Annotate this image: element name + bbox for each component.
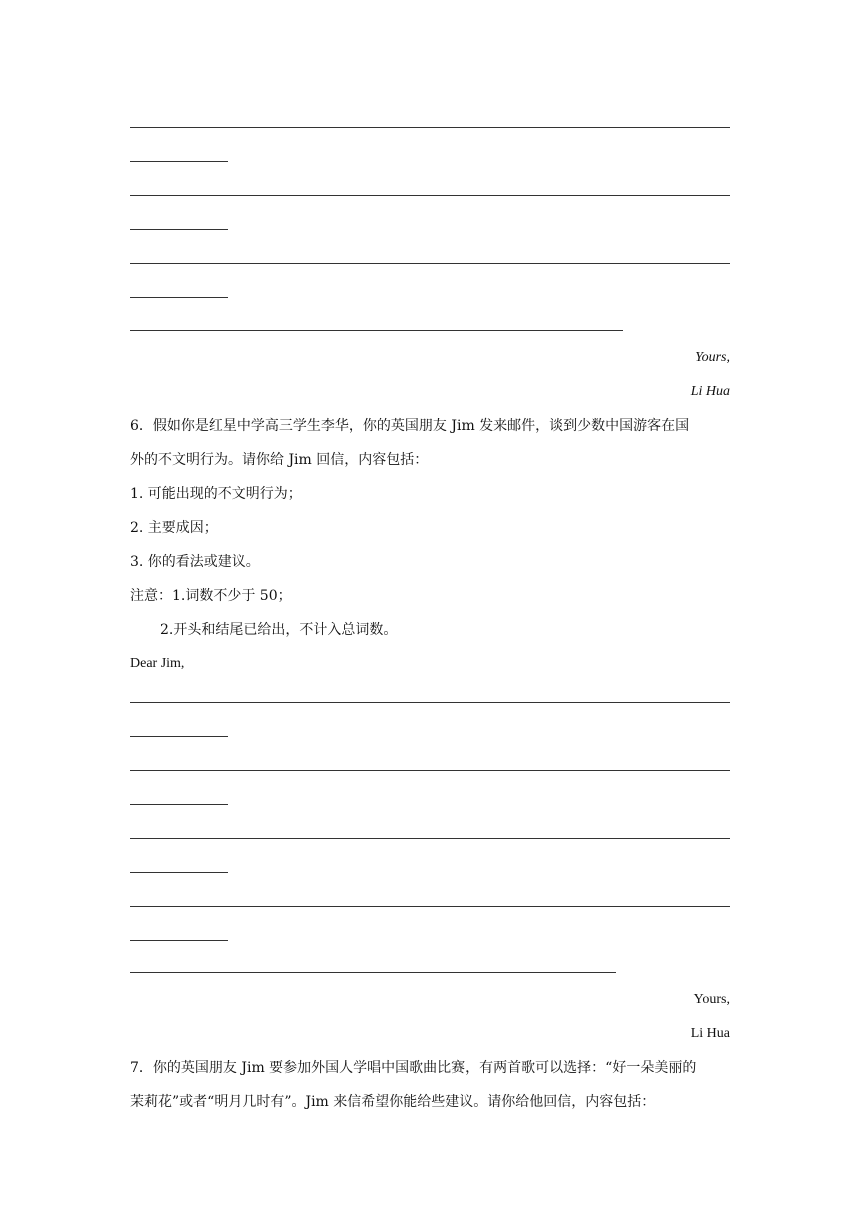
question7-prompt-line1: 7．你的英国朋友 Jim 要参加外国人学唱中国歌曲比赛，有两首歌可以选择：“好一朵美丽的 [130,1060,697,1076]
answer-line-last [130,330,623,331]
answer-line [130,770,730,771]
answer-line [130,127,730,128]
answer-line-last [130,972,616,973]
question6-point-2: 2. 主要成因； [130,520,218,536]
question6-prompt-line1: 6．假如你是红星中学高三学生李华，你的英国朋友 Jim 发来邮件，谈到少数中国游客在国 [130,418,690,434]
question6-prompt-line2: 外的不文明行为。请你给 Jim 回信，内容包括： [130,452,429,468]
answer-line [130,702,730,703]
question6-salutation: Dear Jim, [130,656,185,671]
question6-note-2: 2.开头和结尾已给出，不计入总词数。 [160,622,398,638]
answer-line-short [130,940,228,941]
answer-line-short [130,872,228,873]
answer-line [130,263,730,264]
question6-point-3: 3. 你的看法或建议。 [130,554,260,570]
question6-note-1: 注意：1.词数不少于 50； [130,588,292,604]
answer-line-short [130,736,228,737]
question6-signature: Li Hua [690,1026,730,1041]
question6-closing: Yours, [693,992,730,1007]
question7-prompt-line2: 茉莉花”或者“明月几时有”。Jim 来信希望你能给些建议。请你给他回信，内容包括： [130,1094,656,1110]
answer-line-short [130,297,228,298]
question6-point-1: 1. 可能出现的不文明行为； [130,486,302,502]
answer-line-short [130,229,228,230]
letter5-signature: Li Hua [690,384,730,399]
answer-line [130,195,730,196]
answer-line [130,838,730,839]
answer-line-short [130,804,228,805]
answer-line [130,906,730,907]
letter5-closing: Yours, [695,350,730,365]
answer-line-short [130,161,228,162]
